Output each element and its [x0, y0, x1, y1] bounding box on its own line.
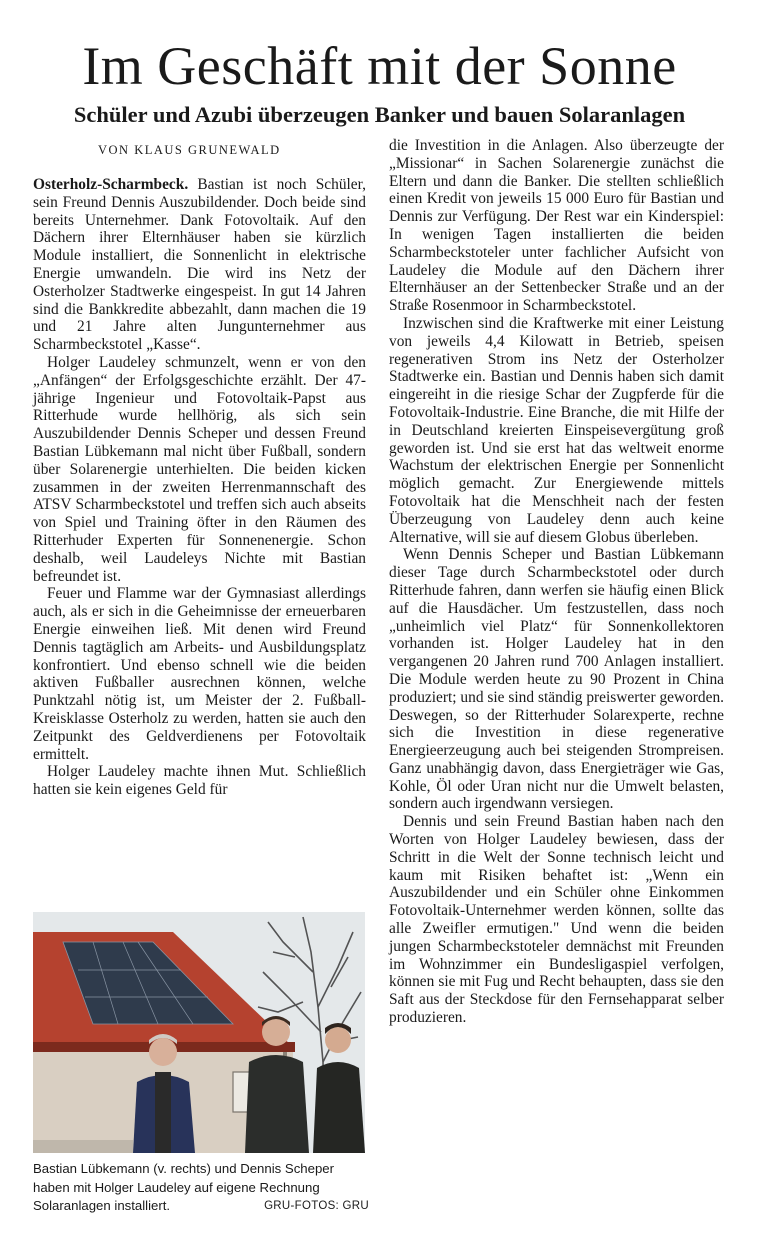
- article-subheadline: Schüler und Azubi überzeugen Banker und bauen Solaranlagen: [73, 102, 686, 127]
- paragraph: Feuer und Flamme war der Gymnasiast allerdings auch, als er sich in die Geheimnisse der erneuerbaren Energie einweihen ließ. Mit denen wird Freund Dennis tagtäglich am Arbeits- und Ausbildungsplatz konfrontiert. Und ebenso schnell wie die beiden aktiven Fußballer ausrechnen können, welche Punktzahl nötig ist, um Meister der 2. Fußball-Kreisklasse Osterholz zu werden, hatten sie auch den Zeitpunkt des Geldverdienens per Fotovoltaik ermittelt.: [33, 585, 366, 763]
- paragraph-text: Bastian ist noch Schüler, sein Freund Dennis Auszubildender. Doch beide sind bereits Unternehmer. Dank Fotovoltaik. Auf den Dächern ihrer Elternhäuser haben sie kürzlich Module installiert, die Sonnenlicht in elektrische Energie umwandeln. Die wird ins Netz der Osterholzer Stadtwerke eingespeist. In gut 14 Jahren sind die Bankkredite abbezahlt, dann machen die 19 und 21 Jahre alten Jungunternehmer aus Scharmbeckstotel „Kasse“.: [33, 176, 366, 354]
- article-column-1: [33, 176, 366, 799]
- paragraph: [33, 176, 366, 354]
- paragraph: Inzwischen sind die Kraftwerke mit einer Leistung von jeweils 4,4 Kilowatt in Betrieb, speisen regenerativen Strom ins Netz der Osterholzer Stadtwerke ein. Bastian und Dennis haben sich damit eingereiht in die riesige Schar der Zugpferde für die Fotovoltaik-Industrie. Eine Branche, die mit Hilfe der in Deutschland kreierten Einspeisevergütung groß geworden ist. Und sie erst hat das weltweit enorme Wachstum der elektrischen Energie per Sonnenlicht möglich gemacht. Zur Energiewende mittels Fotovoltaik hat die Menschheit nach der festen Überzeugung von Laudeley denn auch keine Alternative, will sie auf diesem Globus überleben.: [389, 314, 724, 546]
- article-column-2: [389, 137, 724, 1027]
- paragraph: Wenn Dennis Scheper und Bastian Lübkemann dieser Tage durch Scharmbeckstotel oder durch Ritterhude fahren, dann werfen sie häufig einen Blick auf die Hausdächer. Um festzustellen, dass noch „unheimlich viel Platz“ für Sonnenkollektoren vorhanden ist. Holger Laudeley hat in den vergangenen 20 Jahren rund 700 Anlagen installiert. Die Module werden heute zu 90 Prozent in China produziert; und sie sind ständig preiswerter geworden. Deswegen, so der Ritterhuder Solarexperte, rechne sich die Investition in diese regenerative Energieerzeugung auch bei steigenden Strompreisen. Ganz unabhängig davon, dass Energieträger wie Gas, Kohle, Öl oder Uran nicht nur die Umwelt belasten, sondern auch irgendwann versiegen.: [389, 546, 724, 813]
- article-byline: VON KLAUS GRUNEWALD: [98, 143, 281, 157]
- photo-caption: [33, 1160, 369, 1216]
- paragraph: die Investition in die Anlagen. Also überzeugte der „Missionar“ in Sachen Solarenergie zunächst die Eltern und dann die Banker. Die stellten schließlich einen Kredit von jeweils 15 000 Euro für Bastian und Dennis zur Verfügung. Der Rest war ein Kinderspiel: In wenigen Tagen installierten die beiden Scharmbeckstoteler unter fachlicher Aufsicht von Laudeley die Module auf den Dächern ihrer Elternhäuser an der Settenbecker Straße und an der Straße Rosenmoor in Scharmbeckstotel.: [389, 137, 724, 315]
- article-headline: Im Geschäft mit der Sonne: [82, 36, 677, 96]
- article-photo: [33, 912, 365, 1153]
- paragraph: Holger Laudeley machte ihnen Mut. Schließlich hatten sie kein eigenes Geld für: [33, 763, 366, 799]
- photo-credit: GRU-FOTOS: GRU: [264, 1200, 369, 1212]
- paragraph: Holger Laudeley schmunzelt, wenn er von den „Anfängen“ der Erfolgsgeschichte erzählt. Der 47-jährige Ingenieur und Fotovoltaik-Papst aus Ritterhude wurde hellhörig, als sich sein Auszubildender Dennis Scheper und dessen Freund Bastian Lübkemann mal nicht über Fußball, sondern über Solarenergie unterhielten. Die beiden kicken zusammen in der zweiten Herrenmannschaft des ATSV Scharmbeckstotel und treffen sich auch abseits von Spiel und Training öfter in den Räumen des Ritterhuder Experten für Sonnenenergie. Schon deshalb, weil Laudeleys Nichte mit Bastian befreundet ist.: [33, 353, 366, 585]
- caption-text: Bastian Lübkemann (v. rechts) und Dennis Scheper haben mit Holger Laudeley auf eigene Rechnung Solaranlagen installiert.: [33, 1161, 335, 1213]
- paragraph: Dennis und sein Freund Bastian haben nach den Worten von Holger Laudeley bewiesen, dass der Schritt in die Welt der Sonne technisch leicht und kaum mit Risiken behaftet ist: „Wenn ein Auszubildender und ein Schüler ohne Einkommen Fotovoltaik-Unternehmer werden können, sollte das alle Zweifler ermutigen." Und wenn die beiden jungen Scharmbeckstoteler demnächst mit Freunden im Wohnzimmer ein Bundesligaspiel verfolgen, können sie mit Fug und Recht behaupten, dass sie den Saft aus der Steckdose für den Fernsehapparat selber produzieren.: [389, 813, 724, 1027]
- dateline: Osterholz-Scharmbeck.: [33, 176, 189, 193]
